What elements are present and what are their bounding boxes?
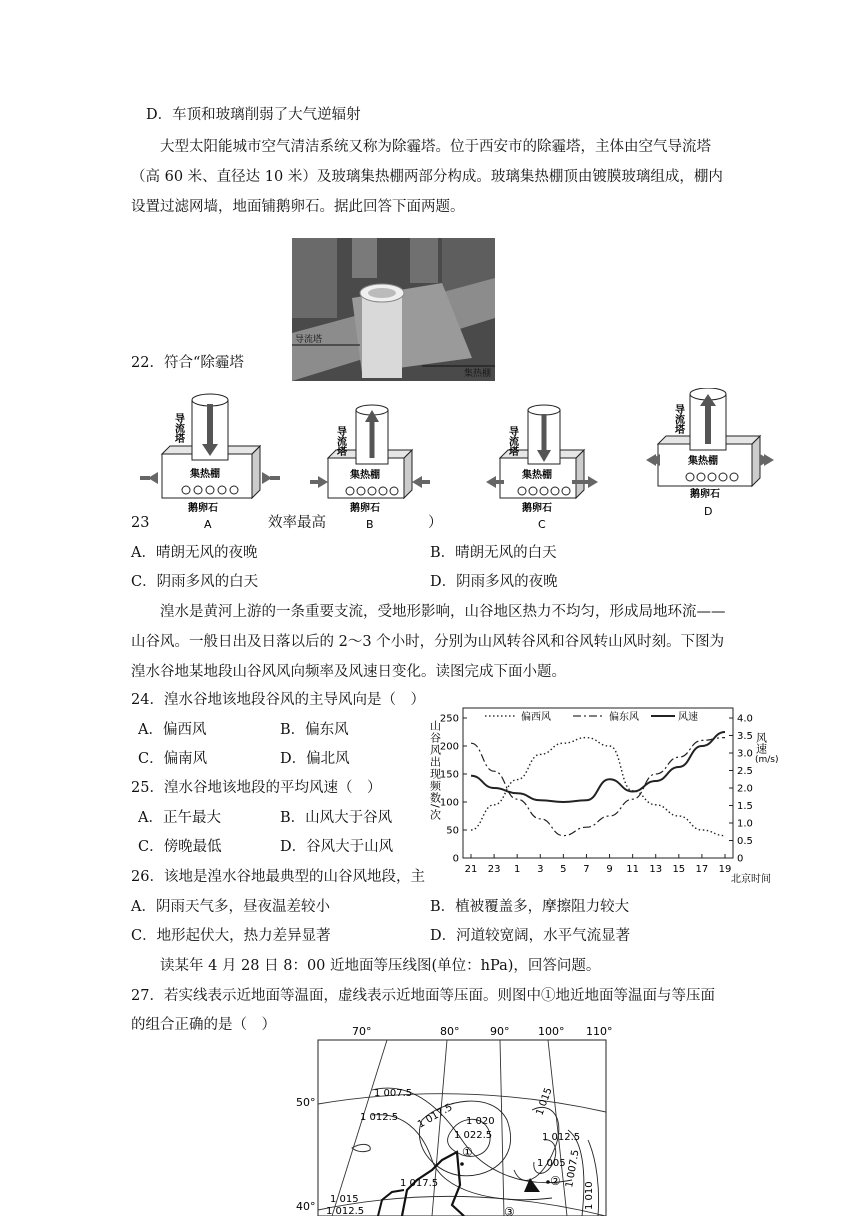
- isobar-label-9: 1 007.5: [564, 1149, 582, 1189]
- diagram-c-tower-label: 导流塔: [506, 426, 518, 456]
- q25-option-c: C．傍晚最低: [138, 839, 222, 855]
- diagram-d-stones-label: 鹅卵石: [690, 489, 720, 500]
- diagram-d: [646, 388, 774, 518]
- x-tick-label: 17: [695, 864, 709, 875]
- q23-stem-text: 效率最高: [268, 515, 326, 531]
- diagram-c-stones-label: 鹅卵石: [522, 503, 552, 514]
- chart-xlabel: 北京时间: [731, 874, 771, 885]
- chart-ylabel-right: [755, 732, 779, 765]
- diagram-c-option-label: C: [538, 518, 546, 531]
- photo-label-tower: 导流塔: [295, 335, 323, 345]
- left-tick-label: 0: [452, 853, 459, 865]
- diagram-a-tower-label: 导流塔: [172, 413, 184, 443]
- chart-ylabel-left: 山谷风出现频数/次: [428, 720, 442, 821]
- tower-diagrams: [140, 388, 780, 533]
- isobar-label-12: 1 012.5: [326, 1206, 365, 1216]
- q25-option-d: D．谷风大于山风: [280, 839, 394, 855]
- isobar-label-8: 1 005: [537, 1158, 566, 1169]
- right-tick-label: 1.5: [737, 801, 753, 812]
- diagram-b: [310, 405, 430, 531]
- marker-1: ①: [462, 1145, 473, 1159]
- q25-option-b: B．山风大于谷风: [280, 810, 393, 826]
- x-tick-label: 11: [626, 864, 640, 875]
- legend-east: 偏东风: [609, 712, 639, 723]
- x-tick-label: 3: [537, 864, 544, 875]
- map-lon-90: 90°: [490, 1025, 510, 1038]
- map-lon-110: 110°: [586, 1025, 613, 1038]
- intro-paragraph-tower: 大型太阳能城市空气清洁系统又称为除霾塔。位于西安市的除霾塔，主体由空气导流塔（高 60 米、直径达 10 米）及玻璃集热棚两部分构成。玻璃集热棚顶由镀膜玻璃组成，棚内设置过滤网墙，地面铺鹅卵石。据此回答下面两题。: [131, 139, 723, 215]
- legend-west: 偏西风: [521, 712, 551, 723]
- left-tick-label: 200: [439, 741, 459, 753]
- right-tick-label: 0: [737, 853, 744, 865]
- diagram-a-option-label: A: [204, 518, 212, 531]
- q24-option-b: B．偏东风: [280, 722, 349, 738]
- legend-speed: 风速: [678, 712, 698, 723]
- left-tick-label: 50: [446, 825, 459, 837]
- isobar-label-13: 1 010: [584, 1181, 595, 1210]
- diagram-a: [140, 394, 280, 531]
- intro-map: 读某年 4 月 28 日 8：00 近地面等压线图(单位：hPa)，回答问题。: [160, 958, 601, 974]
- q23-option-b: B．晴朗无风的白天: [430, 545, 557, 561]
- map-lon-80: 80°: [440, 1025, 460, 1038]
- isobar-label-6: 1 015: [534, 1086, 555, 1118]
- q24-option-c: C．偏南风: [138, 751, 208, 767]
- right-tick-label: 4.0: [737, 713, 753, 725]
- x-tick-label: 9: [606, 864, 613, 875]
- q24-option-a: A．偏西风: [138, 722, 207, 738]
- x-tick-label: 19: [718, 864, 732, 875]
- isobar-label-7: 1 012.5: [542, 1132, 581, 1143]
- q23-option-d: D．阴雨多风的夜晚: [430, 574, 558, 590]
- diagram-a-stones-label: 鹅卵石: [188, 503, 218, 514]
- intro-paragraph-valley: 湟水是黄河上游的一条重要支流，受地形影响，山谷地区热力不均匀，形成局地环流——山谷风。一般日出及日落以后的 2～3 个小时，分别为山风转谷风和谷风转山风时刻。下图为湟水谷地某地段山谷风风向频率及风速日变化。读图完成下面小题。: [131, 604, 726, 680]
- q23-stem-close: ）: [428, 515, 443, 531]
- diagram-c-shed-label: 集热棚: [522, 470, 552, 481]
- diagram-b-stones-label: 鹅卵石: [350, 503, 380, 514]
- chart-ylabel-right-main: 风速: [754, 732, 768, 754]
- isobar-label-4: 1 020: [466, 1116, 495, 1127]
- tower-photo: [292, 238, 495, 381]
- diagram-b-shed-label: 集热棚: [350, 470, 380, 481]
- left-tick-label: 100: [439, 797, 459, 809]
- isobar-label-2: 1 012.5: [360, 1112, 399, 1123]
- x-tick-label: 21: [464, 864, 478, 875]
- marker-2: ②: [550, 1174, 561, 1188]
- q27-stem-line1: 27．若实线表示近地面等温面，虚线表示近地面等压面。则图中①地近地面等温面与等压面: [131, 988, 715, 1004]
- right-tick-label: 3.5: [737, 731, 753, 742]
- x-tick-label: 13: [649, 864, 663, 875]
- q26-stem: 26．该地是湟水谷地最典型的山谷风地段，主: [131, 869, 425, 885]
- map-lon-70: 70°: [352, 1025, 372, 1038]
- x-tick-label: 23: [487, 864, 501, 875]
- q24-stem: 24．湟水谷地该地段谷风的主导风向是（ ）: [131, 692, 425, 708]
- diagram-b-tower-label: 导流塔: [334, 426, 346, 456]
- map-lat-40: 40°: [296, 1200, 316, 1213]
- isobar-label-5: 1 022.5: [454, 1130, 493, 1141]
- isobar-label-10: 1 017.5: [400, 1178, 439, 1189]
- x-tick-label: 5: [560, 864, 567, 875]
- q25-stem: 25．湟水谷地该地段的平均风速（ ）: [131, 780, 382, 796]
- left-tick-label: 150: [439, 769, 459, 781]
- right-tick-label: 3.0: [737, 748, 753, 760]
- map-lon-100: 100°: [538, 1025, 565, 1038]
- right-tick-label: 0.5: [737, 836, 753, 847]
- isobar-label-11: 1 015: [330, 1194, 359, 1205]
- diagram-d-option-label: D: [704, 505, 713, 518]
- q22-stem: 22．符合“除霾塔: [131, 355, 244, 371]
- q27-stem-line2: 的组合正确的是（ ）: [131, 1017, 276, 1033]
- q26-option-a: A．阴雨天气多，昼夜温差较小: [131, 899, 330, 915]
- chart-ylabel-right-unit: (m/s): [755, 755, 779, 765]
- x-tick-label: 7: [583, 864, 590, 875]
- left-tick-label: 250: [439, 713, 459, 725]
- q24-option-d: D．偏北风: [280, 751, 350, 767]
- q23-stem-number: 23: [131, 515, 150, 531]
- diagram-b-option-label: B: [366, 518, 374, 531]
- q21-option-d: D．车顶和玻璃削弱了大气逆辐射: [146, 107, 361, 123]
- isobar-label-3: 1 017.5: [416, 1101, 455, 1131]
- diagram-c: [486, 405, 598, 531]
- diagram-d-tower-label: 导流塔: [672, 404, 684, 434]
- q23-option-a: A．晴朗无风的夜晚: [131, 545, 258, 561]
- right-tick-label: 2.0: [737, 783, 753, 795]
- x-tick-label: 1: [513, 864, 521, 875]
- marker-3: ③: [504, 1205, 515, 1216]
- x-tick-label: 15: [672, 864, 686, 875]
- q23-option-c: C．阴雨多风的白天: [131, 574, 259, 590]
- map-lat-50: 50°: [296, 1096, 316, 1109]
- isobar-map: [292, 1020, 622, 1216]
- diagram-a-shed-label: 集热棚: [190, 469, 220, 480]
- q25-option-a: A．正午最大: [138, 810, 221, 826]
- q26-option-c: C．地形起伏大，热力差异显著: [131, 928, 331, 944]
- valley-wind-chart: [425, 700, 790, 885]
- q26-option-b: B．植被覆盖多，摩擦阻力较大: [430, 899, 630, 915]
- diagram-d-shed-label: 集热棚: [688, 456, 718, 467]
- isobar-label-1: 1 007.5: [374, 1088, 413, 1099]
- right-tick-label: 2.5: [737, 766, 753, 777]
- right-tick-label: 1.0: [737, 818, 753, 830]
- q26-option-d: D．河道较宽阔，水平气流显著: [430, 928, 631, 944]
- photo-label-shed: 集热棚: [464, 369, 492, 379]
